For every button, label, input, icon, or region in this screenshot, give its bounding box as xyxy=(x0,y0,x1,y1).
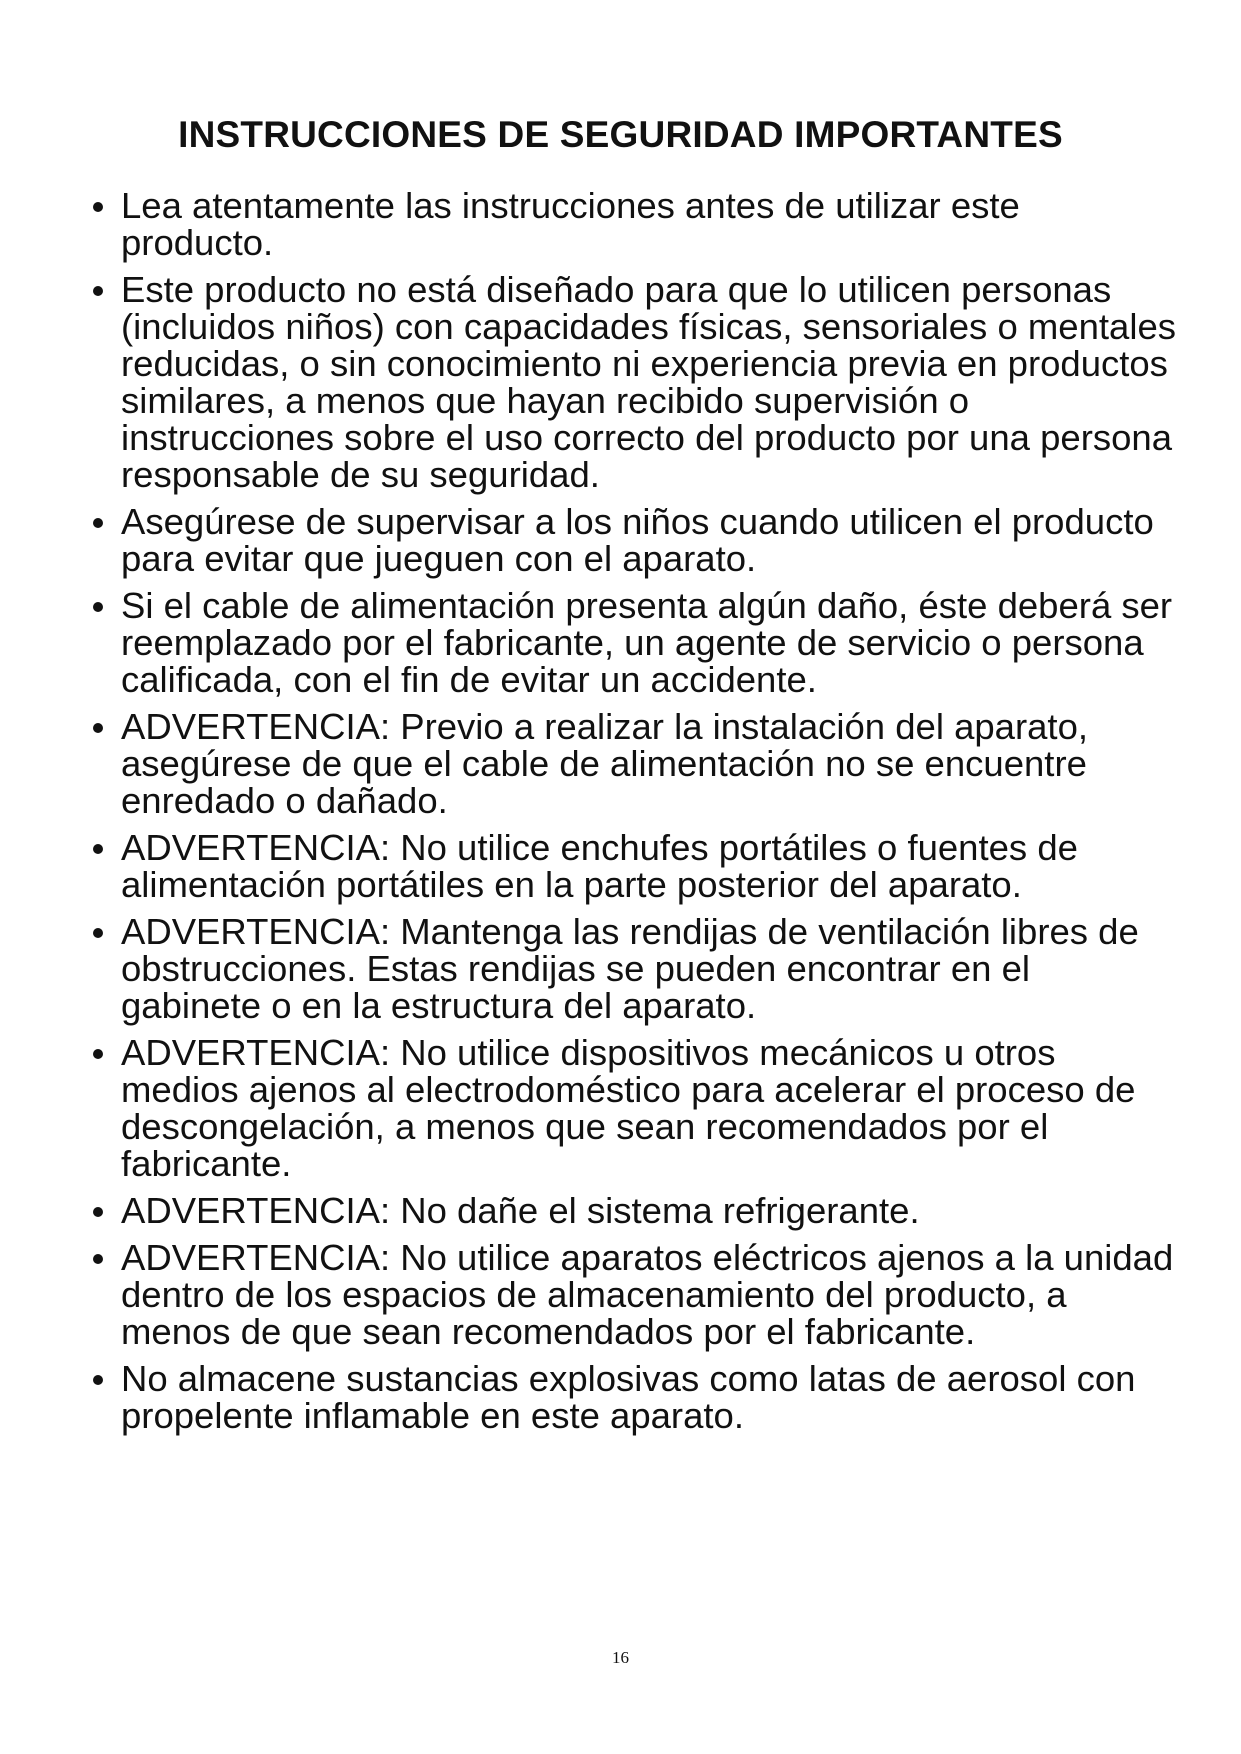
list-item xyxy=(90,829,1180,903)
list-item xyxy=(90,1034,1180,1182)
bullet-icon xyxy=(93,844,103,854)
list-item xyxy=(90,708,1180,819)
list-item xyxy=(90,187,1180,261)
bullet-icon xyxy=(93,723,103,733)
bullet-icon xyxy=(93,928,103,938)
list-item-text: Si el cable de alimentación presenta algún daño, éste deberá ser reemplazado por el fabricante, un agente de servicio o persona calificada, con el fin de evitar un accidente. xyxy=(121,585,1173,700)
list-item-text: ADVERTENCIA: Previo a realizar la instalación del aparato, asegúrese de que el cable de alimentación no se encuentre enredado o dañado. xyxy=(121,706,1089,821)
bullet-icon xyxy=(93,1254,103,1264)
list-item xyxy=(90,1192,1180,1229)
list-item-text: Asegúrese de supervisar a los niños cuando utilicen el producto para evitar que jueguen con el aparato. xyxy=(121,501,1154,579)
page-title: INSTRUCCIONES DE SEGURIDAD IMPORTANTES xyxy=(178,114,1063,155)
list-item xyxy=(90,587,1180,698)
bullet-icon xyxy=(93,1207,103,1217)
list-item xyxy=(90,271,1180,493)
list-item-text: ADVERTENCIA: No utilice dispositivos mecánicos u otros medios ajenos al electrodoméstico para acelerar el proceso de descongelación, a menos que sean recomendados por el fabricante. xyxy=(121,1032,1136,1184)
bullet-icon xyxy=(93,286,103,296)
list-item-text: ADVERTENCIA: No utilice enchufes portátiles o fuentes de alimentación portátiles en la parte posterior del aparato. xyxy=(121,827,1078,905)
list-item-text: Este producto no está diseñado para que lo utilicen personas (incluidos niños) con capacidades físicas, sensoriales o mentales reducidas, o sin conocimiento ni experiencia previa en productos similares, a menos que hayan recibido supervisión o instrucciones sobre el uso correcto del producto por una persona responsable de su seguridad. xyxy=(121,269,1176,495)
list-item xyxy=(90,913,1180,1024)
bullet-icon xyxy=(93,1049,103,1059)
bullet-icon xyxy=(93,602,103,612)
list-item-text: ADVERTENCIA: No dañe el sistema refrigerante. xyxy=(121,1190,920,1231)
page-number: 16 xyxy=(612,1648,629,1667)
list-item xyxy=(90,503,1180,577)
list-item xyxy=(90,1360,1180,1434)
safety-instructions-list xyxy=(90,187,1180,1444)
list-item xyxy=(90,1239,1180,1350)
list-item-text: ADVERTENCIA: No utilice aparatos eléctricos ajenos a la unidad dentro de los espacios de almacenamiento del producto, a menos de que sean recomendados por el fabricante. xyxy=(121,1237,1174,1352)
bullet-icon xyxy=(93,518,103,528)
list-item-text: ADVERTENCIA: Mantenga las rendijas de ventilación libres de obstrucciones. Estas rendijas se pueden encontrar en el gabinete o en la estructura del aparato. xyxy=(121,911,1139,1026)
list-item-text: No almacene sustancias explosivas como latas de aerosol con propelente inflamable en este aparato. xyxy=(121,1358,1136,1436)
bullet-icon xyxy=(93,202,103,212)
bullet-icon xyxy=(93,1375,103,1385)
list-item-text: Lea atentamente las instrucciones antes de utilizar este producto. xyxy=(121,185,1020,263)
